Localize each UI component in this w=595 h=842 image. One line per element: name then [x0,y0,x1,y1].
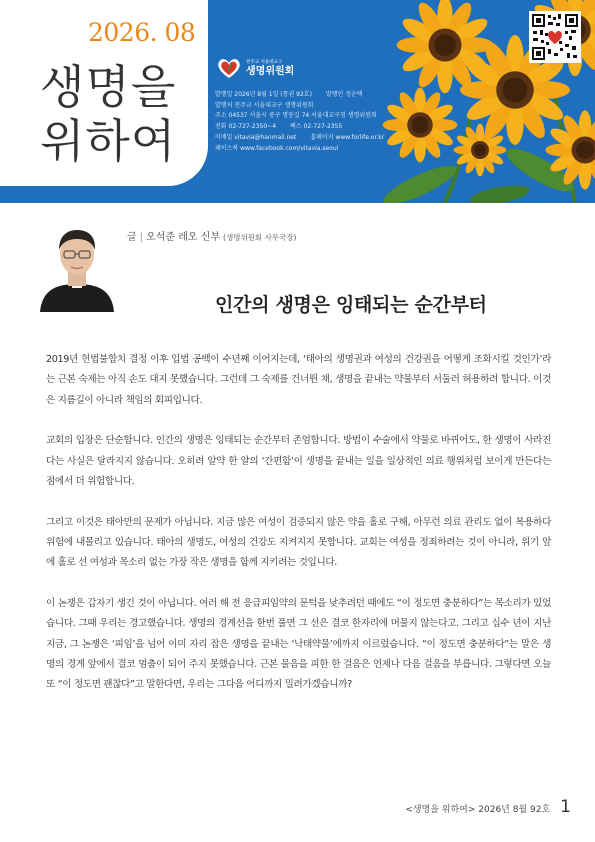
facebook-link[interactable]: 페이스북 www.facebook.com/vitavia.seoul [215,144,339,152]
author-role: (생명위원회 사무국장) [223,233,297,242]
masthead [0,0,595,203]
title-line-2: 위하여 [40,114,177,168]
byline [127,228,296,243]
article-body [46,350,551,716]
publication-info [215,90,445,154]
committee-logo [216,55,294,81]
author-portrait [36,222,118,312]
phone: 전화 02-727-2350~4 [215,123,277,131]
issue-date: 발행일 2026년 8월 1일 (통권 92호) [215,91,312,98]
byline-separator: | [139,232,144,243]
qr-code-pattern [531,13,579,61]
publishing-office: 발행처 천주교 서울대교구 생명위원회 [215,101,314,109]
byline-label: 글 [127,232,137,243]
paragraph-1: 2019년 헌법불합치 결정 이후 입법 공백이 수년째 이어지는데, ‘태아의 생명권과 여성의 건강권을 어떻게 조화시킬 것인가’라는 근본 숙제는 아직 손도 대지 못했습니다. 그런데 그 숙제를 건너뛴 채, 생명을 끝내는 약물부터 서둘러 허용하려 합니다. 이것은 지름길이 아니라 책임의 회피입니다. [46,354,551,406]
title-line-1: 생명을 [40,60,177,114]
homepage-link[interactable]: 홈페이지 www.forlife.or.kr [310,133,385,141]
publication-title [40,60,176,168]
author-photo [36,222,118,312]
title-card [0,0,208,186]
address: 주소 04537 서울시 중구 명동길 74 서울대교구청 생명위원회 [215,112,377,120]
fax: 팩스 02-727-2355 [290,123,343,131]
paragraph-3: 그리고 이것은 태아만의 문제가 아닙니다. 지금 많은 여성이 검증되지 않은 약을 홀로 구해, 아무런 의료 관리도 없이 복용하다 위험에 내몰리고 있습니다. 태아의 생명도, 여성의 건강도 지켜지지 못합니다. 교회는 여성을 정죄하려는 것이 아니라, 위기 앞에 홀로 선 여성과 목소리 없는 가장 작은 생명을 함께 지키려는 것입니다. [46,516,551,569]
email-link[interactable]: 이메일 vitavia@hanmail.net [215,133,297,141]
qr-code-icon[interactable] [529,11,581,63]
paragraph-4: 이 논쟁은 갑자기 생긴 것이 아닙니다. 여러 해 전 응급피임약의 문턱을 낮추려던 때에도 “이 정도면 충분하다”는 목소리가 있었습니다. 그때 우리는 경고했습니다. 생명의 경계선을 한번 풀면 그 선은 결코 한자리에 머물지 않는다고. 그리고 십수 년이 지난 지금, 그 논쟁은 ‘피임’을 넘어 이미 자리 잡은 생명을 끝내는 ‘낙태약물’에까지 이르렀습니다. “이 정도면 충분하다”는 말은 생명의 경계 앞에서 결코 멈춤이 되어 주지 못했습니다. 근본 물음을 피한 한 걸음은 언제나 다음 걸음을 부릅니다. 그렇다면 오늘 또 “이 정도면 괜찮다”고 말한다면, 우리는 그다음 어디까지 밀려가겠습니까? [46,598,551,691]
publisher: 발행인 정순택 [325,91,363,98]
logo-org-name: 생명위원회 [246,66,295,77]
author-name: 오석준 레오 신부 [146,232,221,243]
issue-number: 2026. 08 [88,18,196,47]
logo-org-small: 천주교 서울대교구 [246,60,283,65]
article-title: 인간의 생명은 잉태되는 순간부터 [215,294,487,316]
page-number: 1 [560,797,571,817]
page-footer [405,797,571,817]
footer-publication-label: <생명을 위하여> 2026년 8월 92호 [405,805,551,815]
heart-logo-icon [216,55,242,81]
paragraph-2: 교회의 입장은 단순합니다. 인간의 생명은 잉태되는 순간부터 존엄합니다. 방법이 수술에서 약물로 바뀌어도, 한 생명이 사라진다는 사실은 달라지지 않습니다. 오히려 알약 한 알의 ‘간편함’이 생명을 끝내는 일을 일상적인 의료 행위처럼 보이게 만든다는 점에서 더 위험합니다. [46,435,551,487]
